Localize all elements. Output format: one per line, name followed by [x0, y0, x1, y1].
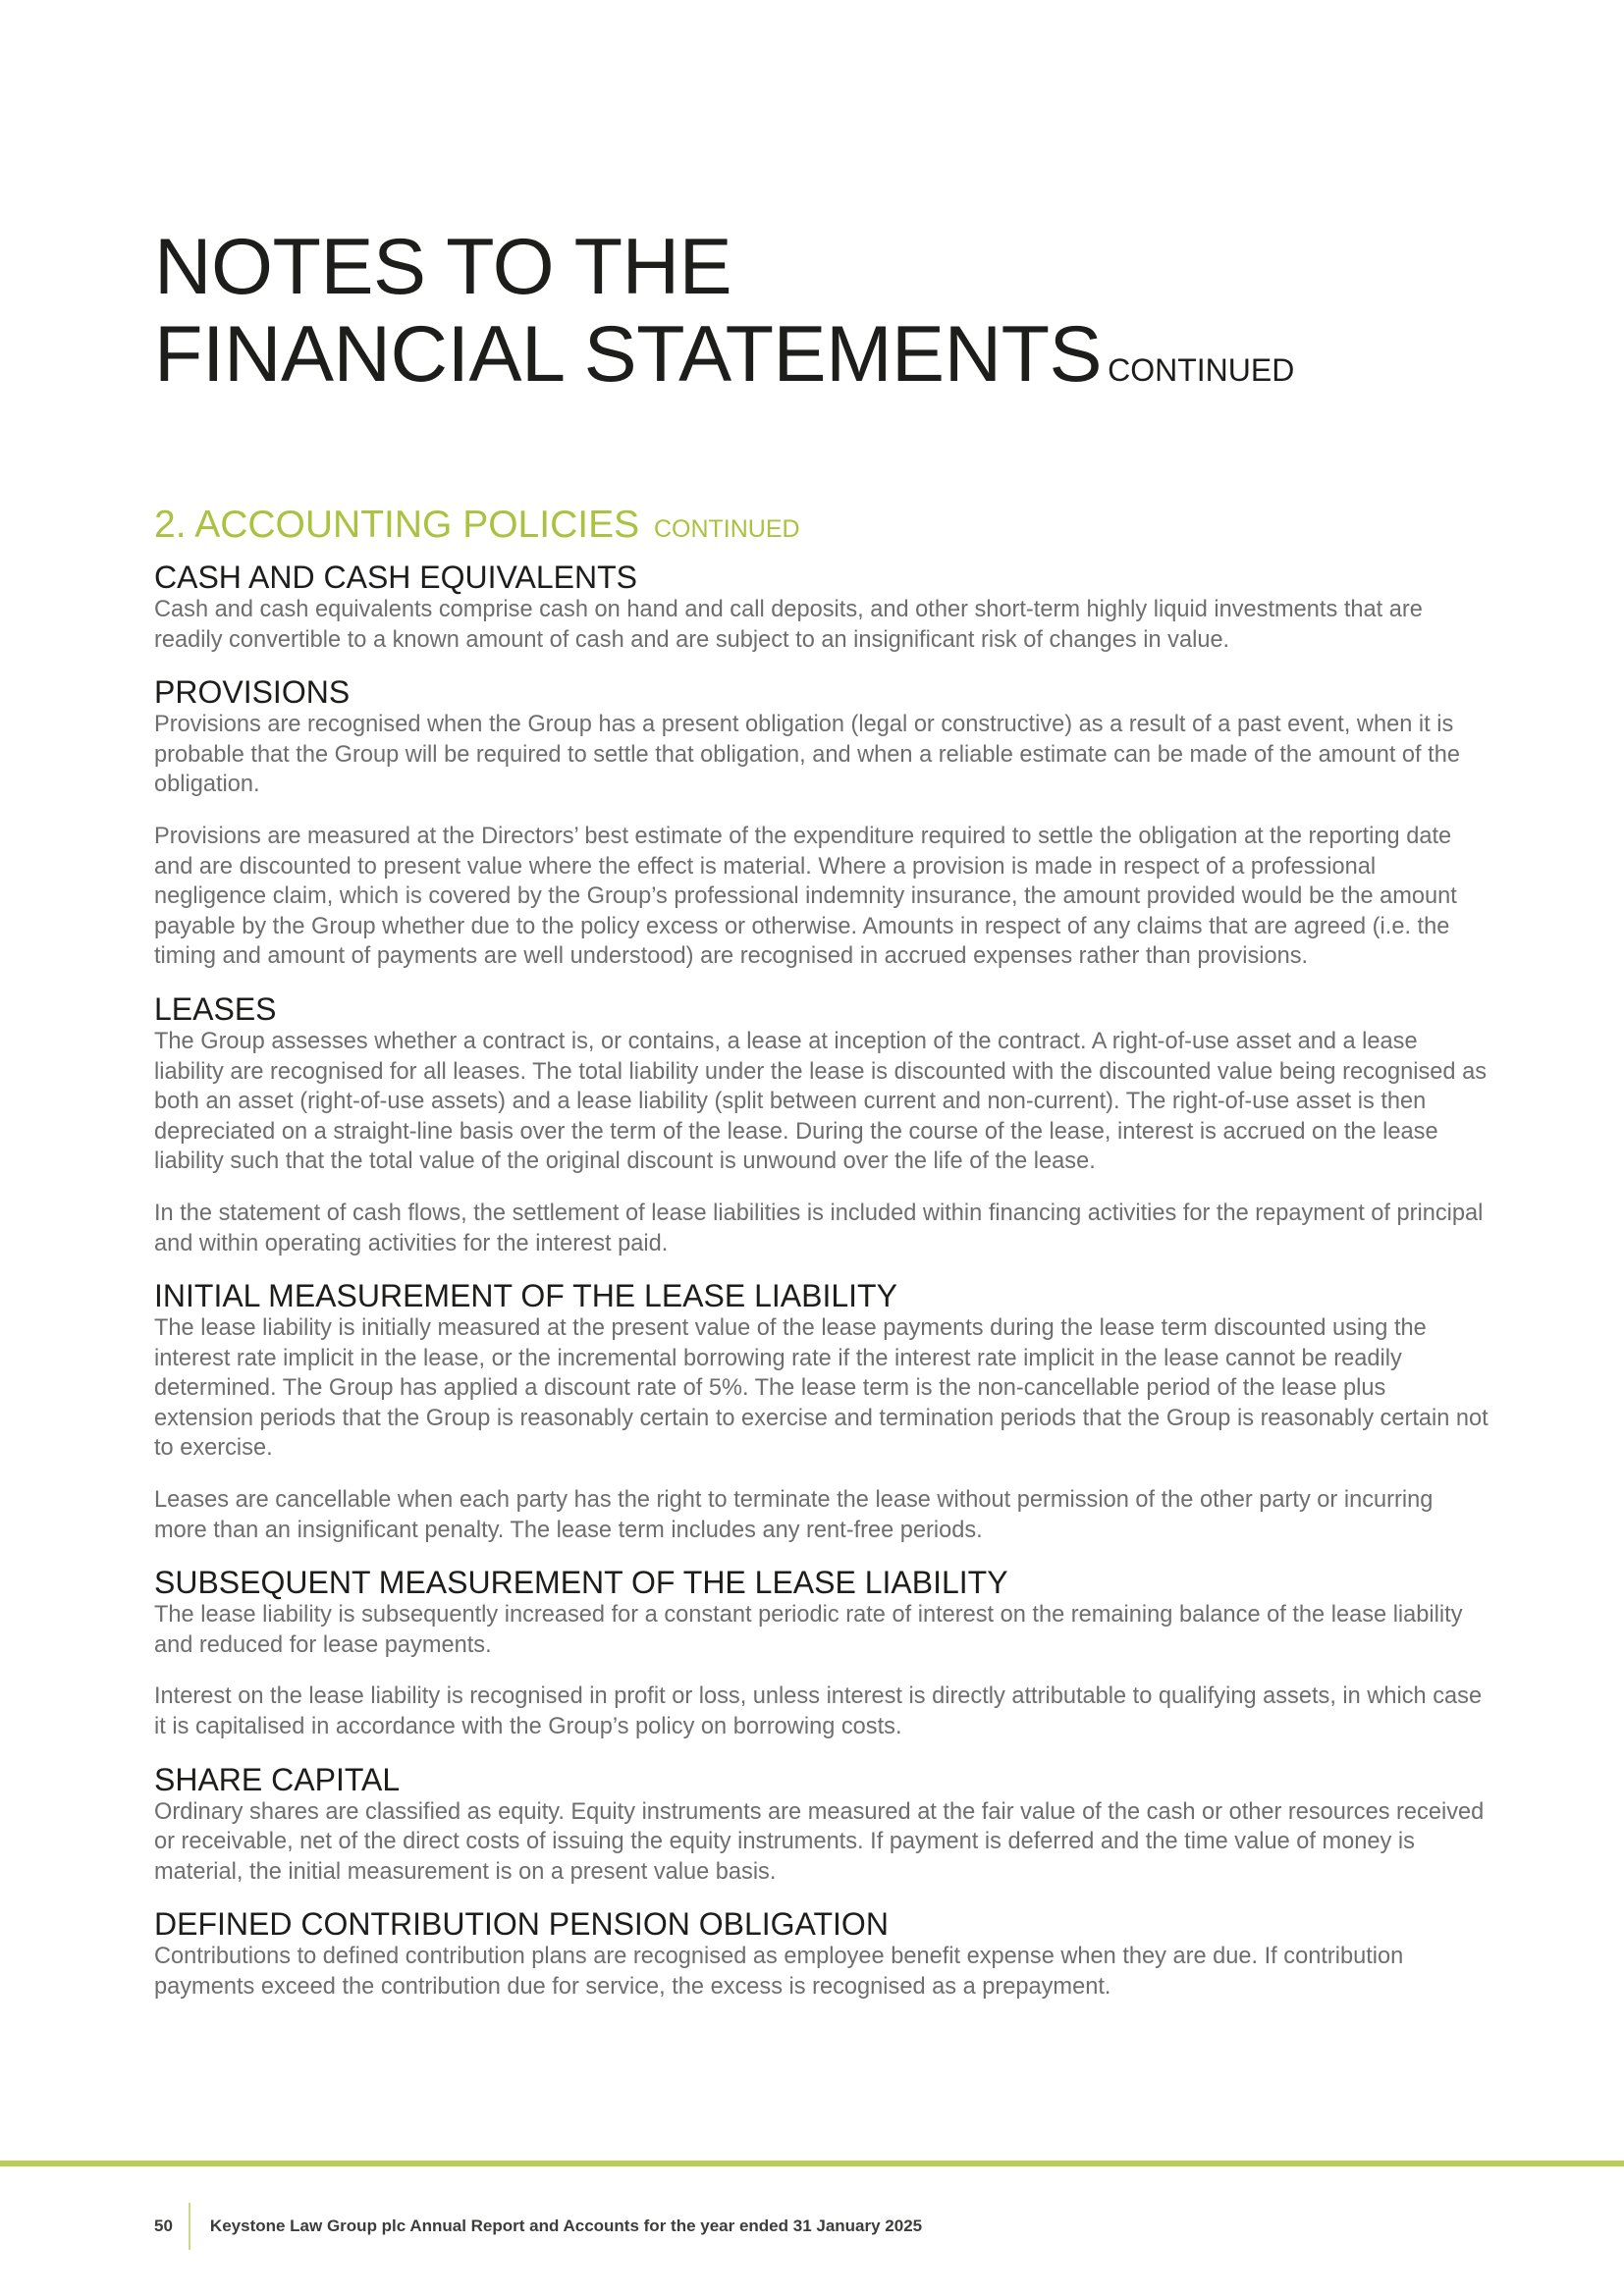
section-heading	[154, 503, 1489, 552]
paragraph: Ordinary shares are classified as equity. Equity instruments are measured at the fair value of the cash or other resources received or receivable, net of the direct costs of issuing the equity instruments. If payment is deferred and the time value of money is material, the initial measurement is on a present value basis.	[154, 1798, 1485, 1885]
subsection-heading: LEASES	[154, 990, 277, 1027]
page-title-line-2	[154, 311, 1294, 414]
footer-rule	[0, 2161, 1624, 2166]
subsection-heading: SUBSEQUENT MEASUREMENT OF THE LEASE LIABILITY	[154, 1565, 1008, 1601]
subsection-pension-obligation	[154, 1906, 1489, 2002]
paragraph: The lease liability is initially measured at the present value of the lease payments during the lease term discounted using the interest rate implicit in the lease, or the incremental borrowing rate if the interest rate implicit in the lease cannot be readily determined. The Group has applied a discount rate of 5%. The lease term is the non-cancellable period of the lease plus extension periods that the Group is reasonably certain to exercise and termination periods that the Group is reasonably certain not to exercise.	[154, 1315, 1489, 1462]
paragraph: In the statement of cash flows, the settlement of lease liabilities is included within financing activities for the repayment of principal and within operating activities for the interest paid.	[154, 1200, 1484, 1256]
paragraph: Provisions are measured at the Directors’ best estimate of the expenditure required to settle the obligation at the reporting date and are discounted to present value where the effect is material. Where a provision is made in respect of a professional negligence claim, which is covered by the Group’s professional indemnity insurance, the amount provided would be the amount payable by the Group whether due to the policy excess or otherwise. Amounts in respect of any claims that are agreed (i.e. the timing and amount of payments are well understood) are recognised in accrued expenses rather than provisions.	[154, 823, 1457, 970]
paragraph: The Group assesses whether a contract is, or contains, a lease at inception of the contract. A right-of-use asset and a lease liability are recognised for all leases. The total liability under the lease is discounted with the discounted value being recognised as both an asset (right-of-use assets) and a lease liability (split between current and non-current). The right-of-use asset is then depreciated on a straight-line basis over the term of the lease. During the course of the lease, interest is accrued on the lease liability such that the total value of the original discount is unwound over the life of the lease.	[154, 1028, 1488, 1175]
subsection-heading: INITIAL MEASUREMENT OF THE LEASE LIABILITY	[154, 1278, 897, 1314]
subsection-cash-and-cash-equivalents	[154, 560, 1489, 655]
paragraph: Cash and cash equivalents comprise cash on hand and call deposits, and other short-term highly liquid investments that are readily convertible to a known amount of cash and are subject to an insignificant risk of changes in value.	[154, 597, 1423, 653]
subsection-heading: SHARE CAPITAL	[154, 1761, 401, 1797]
subsection-heading: DEFINED CONTRIBUTION PENSION OBLIGATION	[154, 1906, 889, 1943]
notes-content	[154, 503, 1489, 2022]
subsection-heading: CASH AND CASH EQUIVALENTS	[154, 560, 637, 595]
section-title: 2. ACCOUNTING POLICIES	[154, 504, 640, 546]
page-title-line-1: NOTES TO THE	[154, 223, 732, 311]
subsection-leases	[154, 991, 1489, 1258]
subsection-provisions	[154, 674, 1489, 972]
paragraph: Provisions are recognised when the Group has a present obligation (legal or constructive) as a result of a past event, when it is probable that the Group will be required to settle that obligation, and when a reliable estimate can be made of the amount of the obligation.	[154, 712, 1460, 798]
page-title-continued-tag: CONTINUED	[1108, 352, 1295, 388]
footer-text: Keystone Law Group plc Annual Report and Accounts for the year ended 31 January 2025	[209, 2216, 923, 2235]
paragraph: Contributions to defined contribution plans are recognised as employee benefit expense when they are due. If contribution payments exceed the contribution due for service, the excess is recognised as a prepayment.	[154, 1944, 1404, 2000]
subsection-share-capital	[154, 1762, 1489, 1888]
paragraph: The lease liability is subsequently increased for a constant periodic rate of interest on the remaining balance of the lease liability and reduced for lease payments.	[154, 1602, 1463, 1658]
section-continued-tag: CONTINUED	[653, 515, 800, 543]
paragraph: Interest on the lease liability is recognised in profit or loss, unless interest is directly attributable to qualifying assets, in which case it is capitalised in accordance with the Group’s policy on borrowing costs.	[154, 1683, 1483, 1740]
page-title	[154, 224, 1294, 414]
paragraph: Leases are cancellable when each party has the right to terminate the lease without permission of the other party or incurring more than an insignificant penalty. The lease term includes any rent-free periods.	[154, 1487, 1434, 1543]
subsection-initial-measurement	[154, 1278, 1489, 1545]
subsection-heading: PROVISIONS	[154, 674, 351, 711]
subsection-subsequent-measurement	[154, 1565, 1489, 1741]
page-footer	[154, 2207, 922, 2246]
page-number: 50	[154, 2216, 173, 2235]
footer-divider	[189, 2203, 190, 2250]
page-title-line-2-text: FINANCIAL STATEMENTS	[154, 310, 1103, 399]
